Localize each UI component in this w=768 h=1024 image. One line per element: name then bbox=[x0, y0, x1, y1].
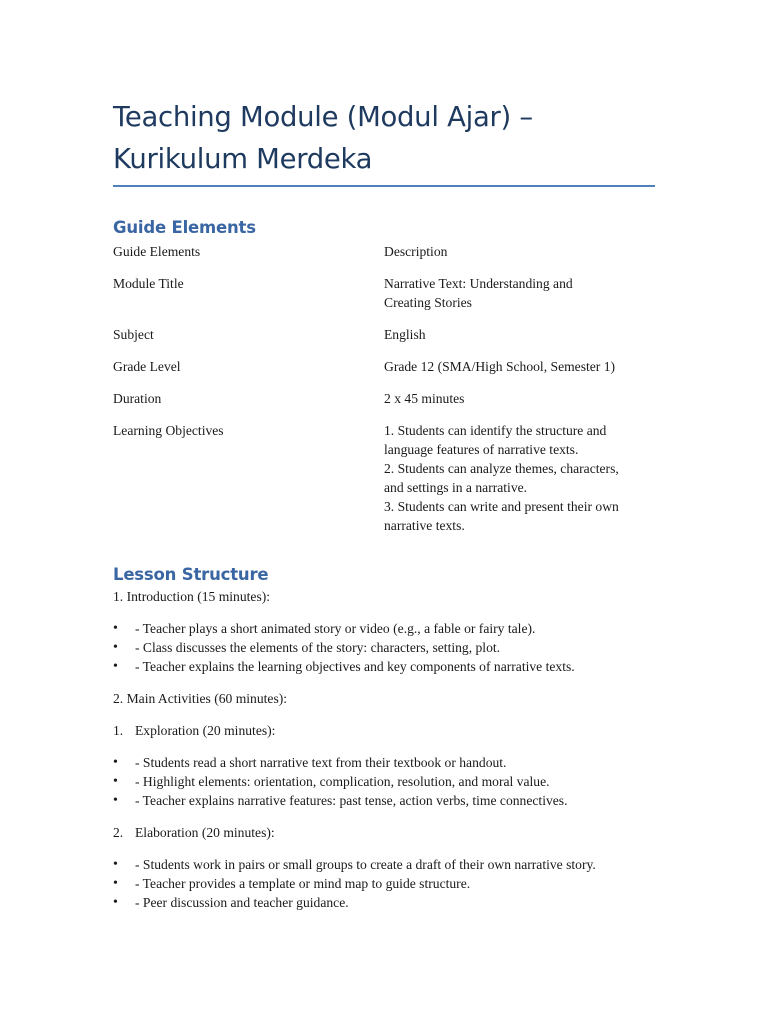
list-item-text: - Teacher explains the learning objectives and key components of narrative texts. bbox=[135, 659, 575, 674]
main-activities-heading: 2. Main Activities (60 minutes): bbox=[113, 691, 288, 706]
title-underline bbox=[113, 185, 655, 187]
list-item bbox=[113, 753, 655, 772]
table-cell-label: Guide Elements bbox=[113, 244, 201, 259]
introduction-list bbox=[113, 619, 655, 676]
bullet-icon: • bbox=[113, 857, 118, 872]
bullet-icon: • bbox=[113, 640, 118, 655]
list-item bbox=[113, 619, 655, 638]
exploration-heading bbox=[113, 721, 655, 740]
table-cell-value: English bbox=[384, 327, 426, 342]
table-cell-label: Grade Level bbox=[113, 359, 181, 374]
table-row bbox=[113, 325, 655, 344]
list-number-text: Elaboration (20 minutes): bbox=[135, 825, 275, 840]
list-item bbox=[113, 657, 655, 676]
list-item-text: - Students work in pairs or small groups to create a draft of their own narrative story. bbox=[135, 857, 596, 872]
guide-elements-heading: Guide Elements bbox=[113, 218, 256, 237]
bullet-icon: • bbox=[113, 895, 118, 910]
bullet-icon: • bbox=[113, 755, 118, 770]
elaboration-list bbox=[113, 855, 655, 912]
table-cell-value: 1. Students can identify the structure and language features of narrative texts. 2. Students can analyze themes, characters, and settings in a narrative. 3. Students can write and present their own narrative texts. bbox=[384, 423, 619, 533]
table-row bbox=[113, 242, 655, 261]
introduction-heading: 1. Introduction (15 minutes): bbox=[113, 589, 271, 604]
table-cell-value: Grade 12 (SMA/High School, Semester 1) bbox=[384, 359, 616, 374]
list-number-text: Exploration (20 minutes): bbox=[135, 723, 276, 738]
list-item bbox=[113, 772, 655, 791]
list-item bbox=[113, 874, 655, 893]
bullet-icon: • bbox=[113, 876, 118, 891]
document-title: Teaching Module (Modul Ajar) – Kurikulum Merdeka bbox=[113, 101, 533, 175]
list-item-text: - Class discusses the elements of the story: characters, setting, plot. bbox=[135, 640, 501, 655]
list-number: 1. bbox=[113, 723, 124, 738]
list-item-text: - Teacher explains narrative features: past tense, action verbs, time connectives. bbox=[135, 793, 568, 808]
table-cell-label: Subject bbox=[113, 327, 154, 342]
list-item-text: - Peer discussion and teacher guidance. bbox=[135, 895, 349, 910]
document-page bbox=[113, 96, 655, 925]
bullet-icon: • bbox=[113, 621, 118, 636]
bullet-icon: • bbox=[113, 659, 118, 674]
list-number: 2. bbox=[113, 825, 124, 840]
list-item bbox=[113, 855, 655, 874]
table-row bbox=[113, 389, 655, 408]
table-cell-value: 2 x 45 minutes bbox=[384, 391, 465, 406]
list-item-text: - Teacher plays a short animated story or video (e.g., a fable or fairy tale). bbox=[135, 621, 536, 636]
table-cell-value: Description bbox=[384, 244, 448, 259]
list-item bbox=[113, 791, 655, 810]
table-row bbox=[113, 274, 655, 312]
table-row bbox=[113, 357, 655, 376]
list-item-text: - Highlight elements: orientation, complication, resolution, and moral value. bbox=[135, 774, 550, 789]
table-cell-label: Duration bbox=[113, 391, 162, 406]
elaboration-heading bbox=[113, 823, 655, 842]
table-cell-value: Narrative Text: Understanding and Creating Stories bbox=[384, 276, 573, 310]
list-item bbox=[113, 638, 655, 657]
bullet-icon: • bbox=[113, 793, 118, 808]
list-item-text: - Teacher provides a template or mind map to guide structure. bbox=[135, 876, 471, 891]
table-row bbox=[113, 421, 655, 535]
table-cell-label: Learning Objectives bbox=[113, 423, 224, 438]
exploration-list bbox=[113, 753, 655, 810]
table-cell-label: Module Title bbox=[113, 276, 184, 291]
guide-elements-table bbox=[113, 242, 655, 535]
list-item-text: - Students read a short narrative text from their textbook or handout. bbox=[135, 755, 507, 770]
bullet-icon: • bbox=[113, 774, 118, 789]
list-item bbox=[113, 893, 655, 912]
lesson-structure-heading: Lesson Structure bbox=[113, 565, 269, 584]
